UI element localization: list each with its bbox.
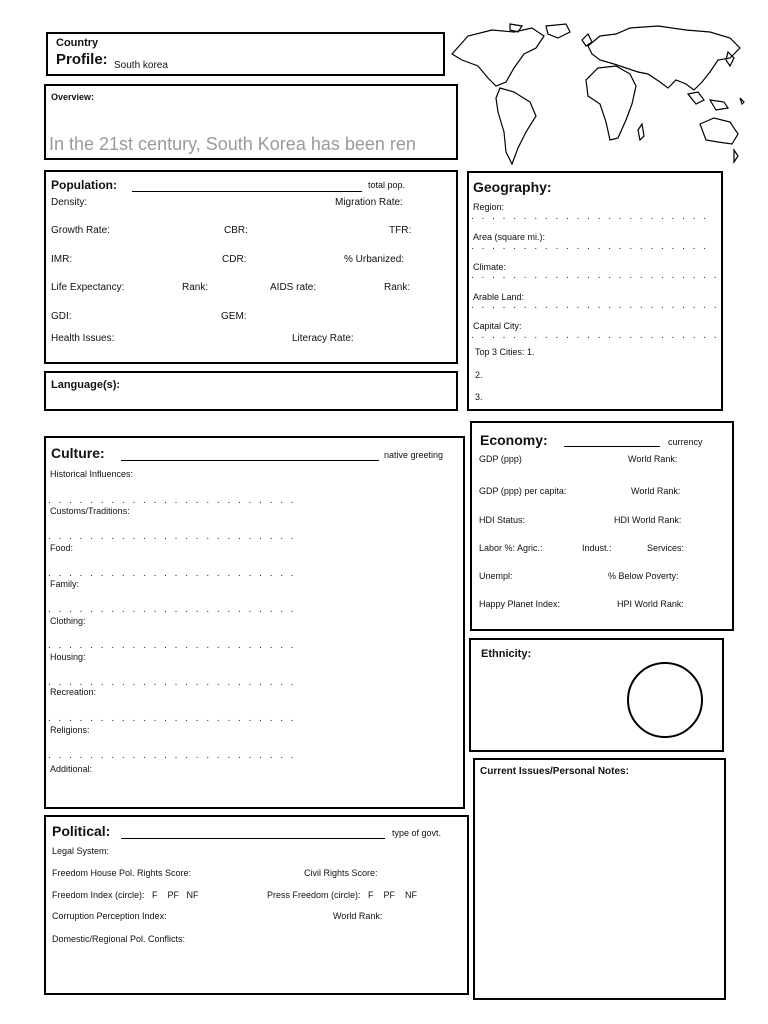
overview-box — [44, 84, 458, 160]
currency-blank[interactable] — [564, 446, 660, 447]
urbanized-label: % Urbanized: — [344, 254, 405, 265]
culture-dots[interactable]: . . . . . . . . . . . . . . . . . . . . . . . . — [48, 495, 297, 506]
political-box — [44, 815, 469, 995]
culture-dots[interactable]: . . . . . . . . . . . . . . . . . . . . . . . . — [48, 531, 297, 542]
hdi-world-rank-label: HDI World Rank: — [614, 515, 682, 525]
top3-label: Top 3 Cities: 1. — [475, 347, 535, 357]
geography-label: Geography: — [473, 179, 552, 195]
culture-dots[interactable]: . . . . . . . . . . . . . . . . . . . . . . . . — [48, 750, 297, 761]
life-expectancy-label: Life Expectancy: — [51, 282, 125, 293]
ethnicity-pie-circle[interactable] — [627, 662, 703, 738]
gdp-world-rank-label: World Rank: — [628, 454, 678, 464]
tfr-label: TFR: — [389, 225, 412, 236]
culture-dots[interactable]: . . . . . . . . . . . . . . . . . . . . . . . . — [48, 568, 297, 579]
country-profile-box — [46, 32, 445, 76]
country-value[interactable]: South korea — [114, 60, 168, 71]
corruption-label: Corruption Perception Index: — [52, 911, 167, 921]
culture-item: Customs/Traditions: — [50, 506, 130, 516]
hpi-world-rank-label: HPI World Rank: — [617, 599, 684, 609]
culture-item: Religions: — [50, 725, 90, 735]
labor-services-label: Services: — [647, 543, 685, 553]
population-box — [44, 170, 458, 364]
profile-label: Profile: — [56, 51, 108, 68]
health-issues-label: Health Issues: — [51, 333, 115, 344]
growth-label: Growth Rate: — [51, 225, 110, 236]
arable-label: Arable Land: — [473, 292, 525, 302]
press-freedom-label[interactable]: Press Freedom (circle): F PF NF — [267, 890, 418, 900]
culture-item: Family: — [50, 579, 79, 589]
aids-rate-label: AIDS rate: — [270, 282, 317, 293]
below-poverty-label: % Below Poverty: — [608, 571, 679, 581]
capital-label: Capital City: — [473, 321, 522, 331]
population-blank[interactable] — [132, 191, 362, 192]
life-rank-label: Rank: — [182, 282, 209, 293]
arable-dots[interactable]: . . . . . . . . . . . . . . . . . . . . . . . . — [471, 300, 720, 311]
culture-item: Additional: — [50, 764, 93, 774]
language-label: Language(s): — [51, 379, 121, 391]
culture-dots[interactable]: . . . . . . . . . . . . . . . . . . . . . . . . — [48, 640, 297, 651]
world-map-image — [448, 22, 748, 170]
density-label: Density: — [51, 197, 88, 208]
unemployment-label: Unempl: — [479, 571, 513, 581]
geography-box — [467, 171, 723, 411]
climate-dots[interactable]: . . . . . . . . . . . . . . . . . . . . . . . . — [471, 270, 720, 281]
culture-item: Clothing: — [50, 616, 86, 626]
notes-box — [473, 758, 726, 1000]
gdp-pc-world-rank-label: World Rank: — [631, 486, 681, 496]
overview-text[interactable]: In the 21st century, South Korea has been ren — [49, 134, 416, 154]
conflicts-label: Domestic/Regional Pol. Conflicts: — [52, 934, 186, 944]
overview-label: Overview: — [51, 92, 95, 102]
climate-label: Climate: — [473, 262, 507, 272]
aids-rank-label: Rank: — [384, 282, 411, 293]
gdi-label: GDI: — [51, 311, 72, 322]
language-box — [44, 371, 458, 411]
legal-system-label: Legal System: — [52, 846, 110, 856]
region-label: Region: — [473, 202, 505, 212]
govt-blank[interactable] — [121, 838, 385, 839]
gem-label: GEM: — [221, 311, 247, 322]
freedom-house-label: Freedom House Pol. Rights Score: — [52, 868, 192, 878]
notes-label: Current Issues/Personal Notes: — [480, 766, 629, 777]
world-rank-label: World Rank: — [333, 911, 383, 921]
culture-item: Housing: — [50, 652, 86, 662]
economy-label: Economy: — [480, 432, 548, 448]
culture-dots[interactable]: . . . . . . . . . . . . . . . . . . . . . . . . — [48, 604, 297, 615]
labor-agric-label: Labor %: Agric.: — [479, 543, 543, 553]
capital-dots[interactable]: . . . . . . . . . . . . . . . . . . . . . . . . — [471, 330, 720, 341]
happy-planet-label: Happy Planet Index: — [479, 599, 561, 609]
culture-item: Food: — [50, 543, 74, 553]
culture-dots[interactable]: . . . . . . . . . . . . . . . . . . . . . . . . — [48, 713, 297, 724]
culture-dots[interactable]: . . . . . . . . . . . . . . . . . . . . . . . . — [48, 677, 297, 688]
native-greeting-label: native greeting — [384, 450, 444, 460]
culture-box — [44, 436, 465, 809]
currency-label: currency — [668, 437, 703, 447]
culture-blank[interactable] — [121, 460, 379, 461]
migration-label: Migration Rate: — [335, 197, 403, 208]
govt-type-label: type of govt. — [392, 828, 442, 838]
gdp-per-capita-label: GDP (ppp) per capita: — [479, 486, 567, 496]
literacy-rate-label: Literacy Rate: — [292, 333, 354, 344]
hdi-status-label: HDI Status: — [479, 515, 526, 525]
cdr-label: CDR: — [222, 254, 247, 265]
area-label: Area (square mi.): — [473, 232, 546, 242]
area-dots[interactable]: . . . . . . . . . . . . . . . . . . . . . . . — [471, 241, 709, 252]
total-pop-label: total pop. — [368, 180, 406, 190]
culture-item: Historical Influences: — [50, 469, 134, 479]
population-label: Population: — [51, 178, 117, 192]
labor-indust-label: Indust.: — [582, 543, 612, 553]
country-label: Country — [56, 37, 99, 49]
ethnicity-label: Ethnicity: — [481, 648, 532, 660]
ethnicity-box — [469, 638, 724, 752]
civil-rights-label: Civil Rights Score: — [304, 868, 378, 878]
city-2-label: 2. — [475, 370, 483, 380]
freedom-index-label[interactable]: Freedom Index (circle): F PF NF — [52, 890, 199, 900]
culture-label: Culture: — [51, 445, 105, 461]
region-dots[interactable]: . . . . . . . . . . . . . . . . . . . . . . . — [471, 211, 709, 222]
culture-item: Recreation: — [50, 687, 97, 697]
gdp-label: GDP (ppp) — [479, 454, 522, 464]
city-3-label: 3. — [475, 392, 483, 402]
political-label: Political: — [52, 823, 111, 839]
cbr-label: CBR: — [224, 225, 248, 236]
imr-label: IMR: — [51, 254, 73, 265]
economy-box — [470, 421, 734, 631]
